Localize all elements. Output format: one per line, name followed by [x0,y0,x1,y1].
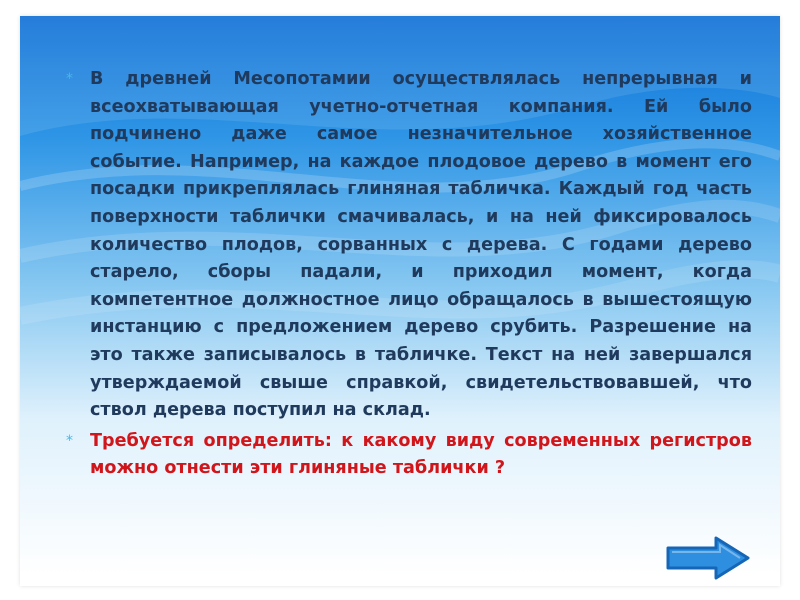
bullet-paragraph-2 [66,428,752,483]
right-arrow-icon [668,538,748,578]
question-text: Требуется определить: к какому виду современных регистров можно отнести эти глиняные таблички ? [90,430,752,479]
bullet-paragraph-1 [66,66,752,425]
paragraph-text: В древней Месопотамии осуществлялась непрерывная и всеохватывающая учетно-отчетная компания. Ей было подчинено даже самое незначительное хозяйственное событие. Например, на каждое плодовое дерево в момент его посадки прикреплялась глиняная табличка. Каждый год часть поверхности таблички смачивалась, и на ней фиксировалось количество плодов, сорванных с дерева. С годами дерево старело, сборы падали, и приходил момент, когда компетентное должностное лицо обращалось в вышестоящую инстанцию с предложением дерево срубить. Разрешение на это также записывалось в табличке. Текст на ней завершался утверждаемой свыше справкой, свидетельствовавшей, что ствол дерева поступил на склад. [90,69,752,421]
bullet-icon: * [66,71,73,87]
slide-frame [20,16,780,586]
next-slide-button[interactable] [664,534,752,582]
slide-body [66,66,752,483]
bullet-icon: * [66,432,73,449]
